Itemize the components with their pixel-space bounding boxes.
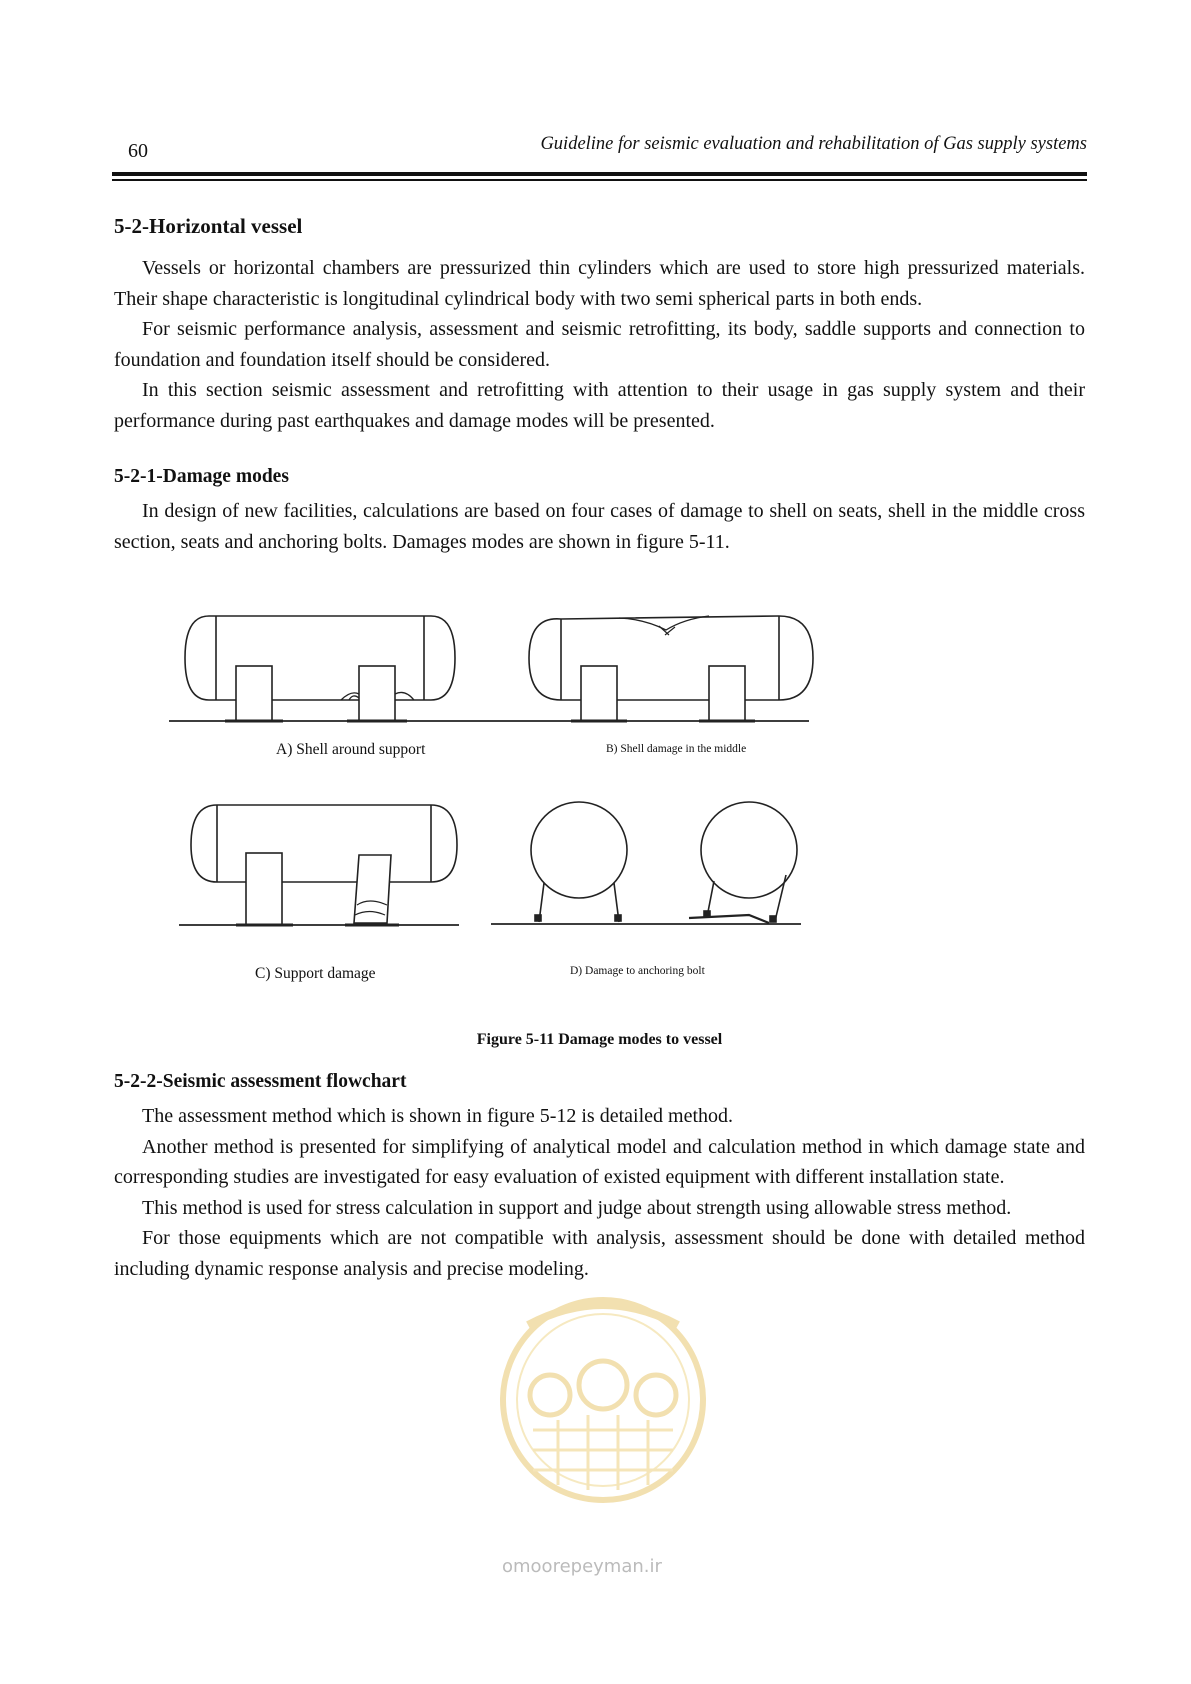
panel-a-label: A) Shell around support xyxy=(276,741,426,758)
panel-c-label: C) Support damage xyxy=(255,965,376,982)
page-number: 60 xyxy=(128,140,148,162)
paragraph: In design of new facilities, calculations are based on four cases of damage to shell on seats, shell in the middle cross section, seats and anchoring bolts. Damages modes are shown in figure 5-11. xyxy=(114,500,1085,553)
damage-modes-figure xyxy=(169,605,869,1017)
paragraph: Another method is presented for simplifying of analytical model and calculation method in which damage state and corresponding studies are investigated for easy evaluation of existed equipment with different installation state. xyxy=(114,1135,1085,1188)
panel-a-vessel xyxy=(185,616,455,721)
watermark-text: omoorepeyman.ir xyxy=(502,1556,662,1577)
paragraph: This method is used for stress calculation in support and judge about strength using allowable stress method. xyxy=(142,1196,1012,1219)
paragraph: For those equipments which are not compatible with analysis, assessment should be done with detailed method including dynamic response analysis and precise modeling. xyxy=(114,1227,1085,1280)
paragraph: The assessment method which is shown in figure 5-12 is detailed method. xyxy=(142,1105,734,1127)
paragraph: For seismic performance analysis, assessment and seismic retrofitting, its body, saddle supports and connection to foundation and foundation itself should be considered. xyxy=(114,318,1085,371)
main-content xyxy=(114,214,1085,1284)
watermark-logo xyxy=(488,1265,718,1585)
section-title: 5-2-Horizontal vessel xyxy=(114,214,303,238)
paragraph: In this section seismic assessment and retrofitting with attention to their usage in gas supply system and their performance during past earthquakes and damage modes will be presented. xyxy=(114,379,1085,432)
subsection-title: 5-2-1-Damage modes xyxy=(114,466,289,487)
running-header: Guideline for seismic evaluation and rehabilitation of Gas supply systems xyxy=(540,134,1087,154)
panel-d-label: D) Damage to anchoring bolt xyxy=(570,965,705,977)
header-rule xyxy=(112,172,1087,176)
panel-d-vessels xyxy=(531,802,797,923)
panel-b-label: B) Shell damage in the middle xyxy=(606,743,747,755)
panel-b-vessel xyxy=(529,616,813,721)
paragraph: Vessels or horizontal chambers are pressurized thin cylinders which are used to store high pressurized materials. Their shape characteristic is longitudinal cylindrical body with two semi spherical parts in both ends. xyxy=(114,257,1085,310)
panel-c-vessel xyxy=(191,805,457,925)
damage-modes-drawing xyxy=(169,605,869,1017)
header-rule-thin xyxy=(112,179,1087,181)
subsection-title: 5-2-2-Seismic assessment flowchart xyxy=(114,1071,407,1092)
figure-caption: Figure 5-11 Damage modes to vessel xyxy=(476,1031,723,1048)
